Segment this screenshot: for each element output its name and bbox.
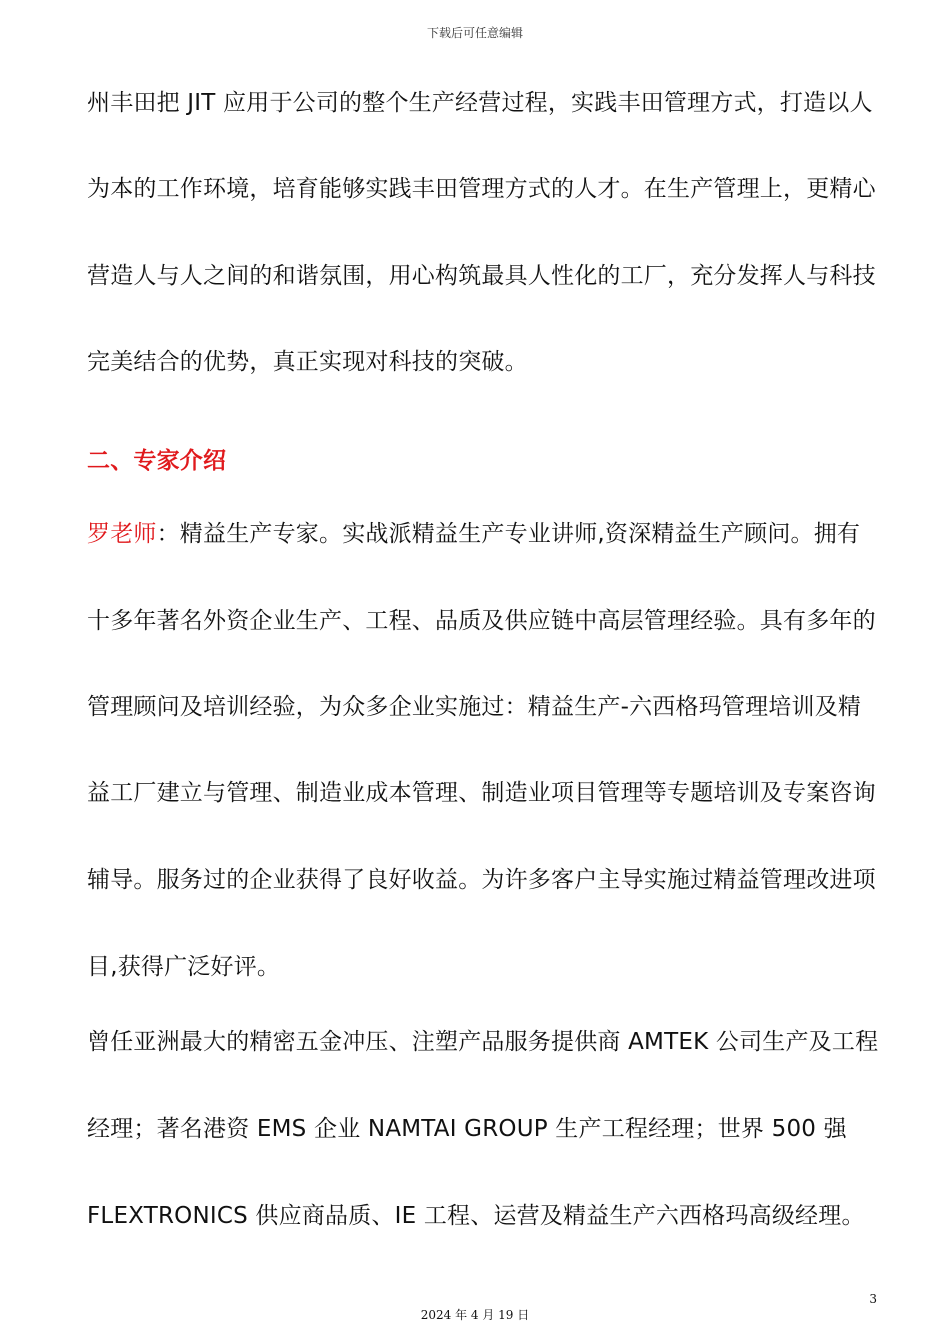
paragraph-1-line: 州丰田把 JIT 应用于公司的整个生产经营过程，实践丰田管理方式，打造以人 [87,90,873,116]
paragraph-1-line: 完美结合的优势，真正实现对科技的突破。 [87,349,528,375]
paragraph-1-line: 营造人与人之间的和谐氛围，用心构筑最具人性化的工厂，充分发挥人与科技 [87,263,876,289]
expert-intro-line: 管理顾问及培训经验，为众多企业实施过：精益生产-六西格玛管理培训及精 [87,694,862,720]
expert-intro-line: 目,获得广泛好评。 [87,954,281,980]
expert-intro-line: 辅导。服务过的企业获得了良好收益。为许多客户主导实施过精益管理改进项 [87,867,876,893]
footer-date: 2024 年 4 月 19 日 [420,1308,530,1322]
paragraph-3-line: 曾任亚洲最大的精密五金冲压、注塑产品服务提供商 AMTEK 公司生产及工程 [87,1029,879,1055]
section-heading: 二、专家介绍 [87,448,227,474]
paragraph-3-line: 经理；著名港资 EMS 企业 NAMTAI GROUP 生产工程经理；世界 500 强 [87,1116,847,1142]
expert-intro-text: ：精益生产专家。实战派精益生产专业讲师,资深精益生产顾问。拥有 [156,521,861,547]
expert-intro-line: 益工厂建立与管理、制造业成本管理、制造业项目管理等专题培训及专案咨询 [87,780,876,806]
paragraph-1-line: 为本的工作环境，培育能够实践丰田管理方式的人才。在生产管理上，更精心 [87,176,876,202]
expert-intro-line: 十多年著名外资企业生产、工程、品质及供应链中高层管理经验。具有多年的 [87,608,876,634]
expert-intro-first-line [87,519,860,549]
expert-name: 罗老师 [87,521,157,547]
paragraph-3-line: FLEXTRONICS 供应商品质、IE 工程、运营及精益生产六西格玛高级经理。 [87,1203,865,1229]
page-number: 3 [869,1292,877,1306]
page-header: 下载后可任意编辑 [426,26,523,40]
